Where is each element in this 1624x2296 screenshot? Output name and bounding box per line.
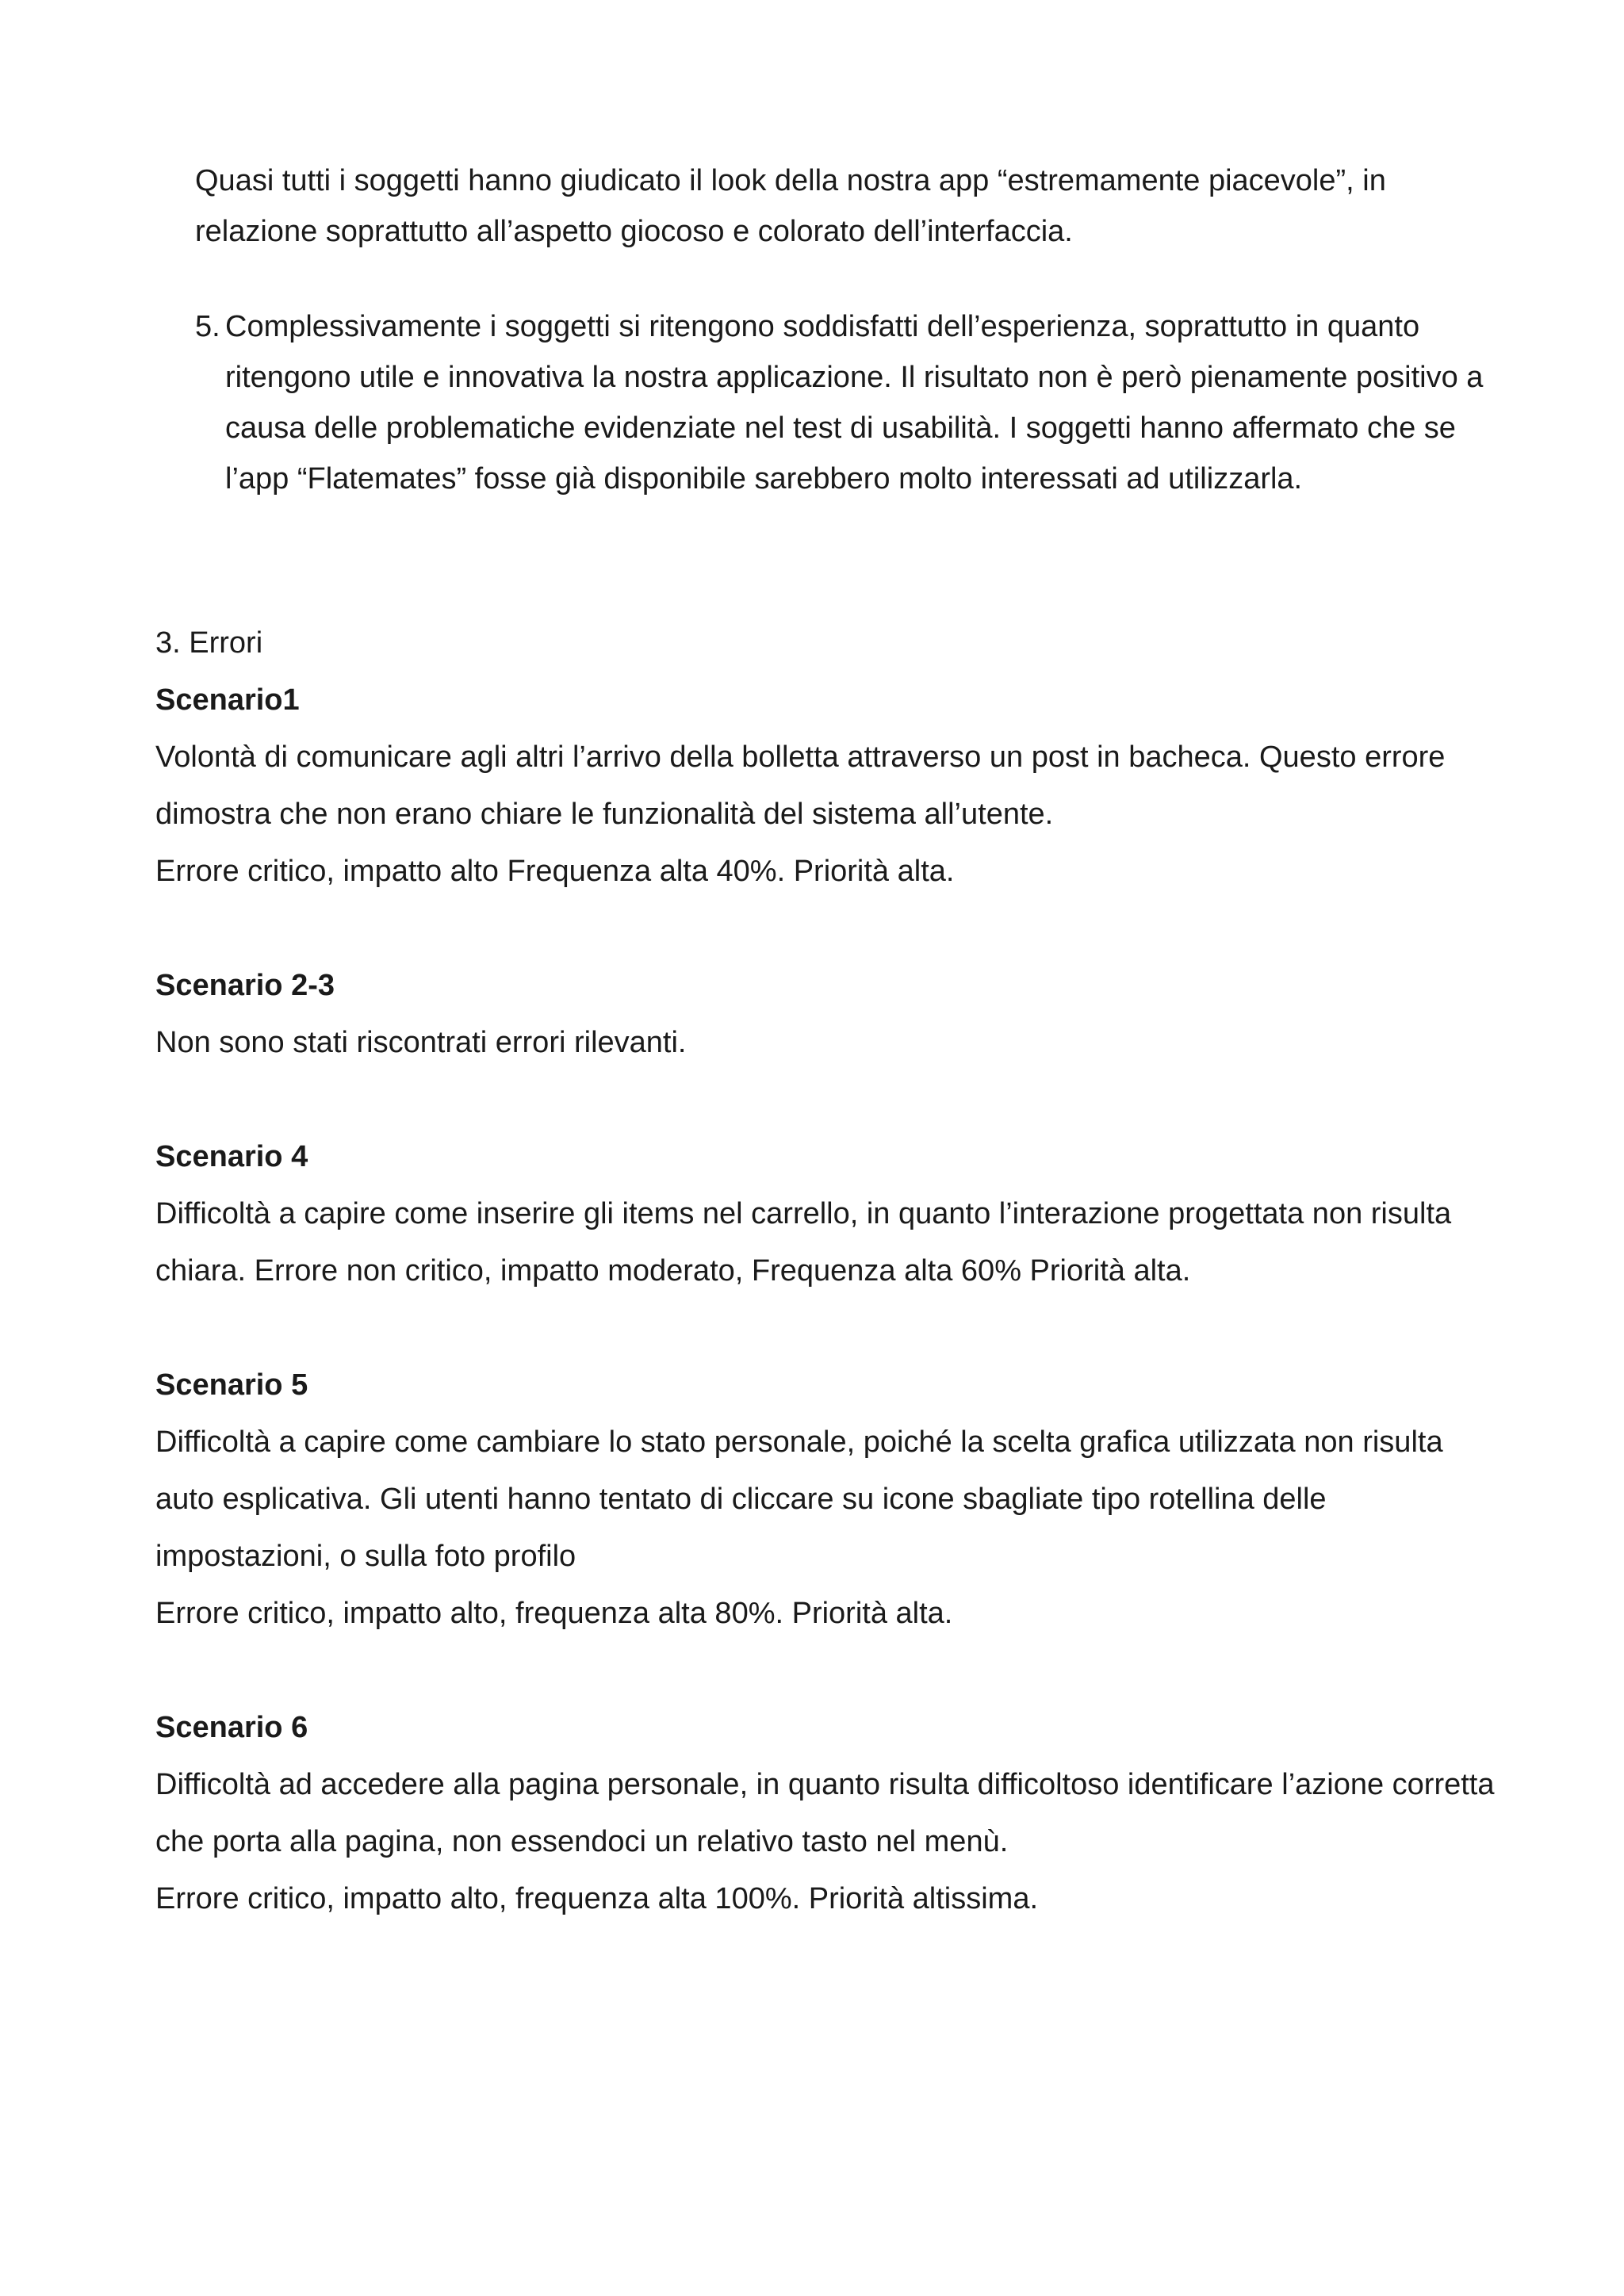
spacer [155, 1299, 1503, 1357]
list-item-text: Complessivamente i soggetti si ritengono soddisfatti dell’esperienza, soprattutto in quanto ritengono utile e innovativa la nostra applicazione. Il risultato non è però pienamente positivo a causa delle problematiche evidenziate nel test di usabilità. I soggetti hanno affermato che se l’app “Flatemates” fosse già disponibile sarebbero molto interessati ad utilizzarla. [225, 310, 1484, 496]
list-item-number: 5. [195, 310, 220, 343]
spacer [155, 900, 1503, 957]
scenario-4 [155, 1128, 1503, 1299]
scenario-title: Scenario 6 [155, 1711, 308, 1744]
scenario-2-3 [155, 957, 1503, 1071]
scenario-title: Scenario1 [155, 683, 300, 717]
scenario-description: Volontà di comunicare agli altri l’arrivo della bolletta attraverso un post in bacheca. Questo errore dimostra che non erano chiare le funzionalità del sistema all’utente. [155, 740, 1446, 831]
spacer [155, 1071, 1503, 1128]
list-item-5 [195, 301, 1496, 504]
scenario-description: Non sono stati riscontrati errori rilevanti. [155, 1026, 687, 1059]
scenario-6 [155, 1699, 1503, 1927]
scenario-title: Scenario 4 [155, 1140, 308, 1173]
intro-paragraph [195, 155, 1480, 257]
scenario-title: Scenario 2-3 [155, 969, 335, 1002]
scenario-1 [155, 672, 1503, 900]
scenario-description: Difficoltà a capire come inserire gli items nel carrello, in quanto l’interazione progettata non risulta chiara. Errore non critico, impatto moderato, Frequenza alta 60% Priorità alta. [155, 1197, 1452, 1288]
section-heading: 3. Errori [155, 626, 263, 660]
scenario-severity: Errore critico, impatto alto, frequenza alta 100%. Priorità altissima. [155, 1882, 1039, 1915]
scenario-description: Difficoltà ad accedere alla pagina personale, in quanto risulta difficoltoso identificare l’azione corretta che porta alla pagina, non essendoci un relativo tasto nel menù. [155, 1768, 1495, 1858]
spacer [155, 1642, 1503, 1699]
errors-section [155, 614, 1503, 1927]
scenario-severity: Errore critico, impatto alto, frequenza alta 80%. Priorità alta. [155, 1597, 953, 1630]
intro-text: Quasi tutti i soggetti hanno giudicato il look della nostra app “estremamente piacevole”, in relazione soprattutto all’aspetto giocoso e colorato dell’interfaccia. [195, 164, 1386, 248]
scenario-severity: Errore critico, impatto alto Frequenza alta 40%. Priorità alta. [155, 855, 955, 888]
scenario-5 [155, 1357, 1503, 1642]
scenario-description: Difficoltà a capire come cambiare lo stato personale, poiché la scelta grafica utilizzata non risulta auto esplicativa. Gli utenti hanno tentato di cliccare su icone sbagliate tipo rotellina delle impostazioni, o sulla foto profilo [155, 1425, 1443, 1573]
scenario-title: Scenario 5 [155, 1368, 308, 1402]
